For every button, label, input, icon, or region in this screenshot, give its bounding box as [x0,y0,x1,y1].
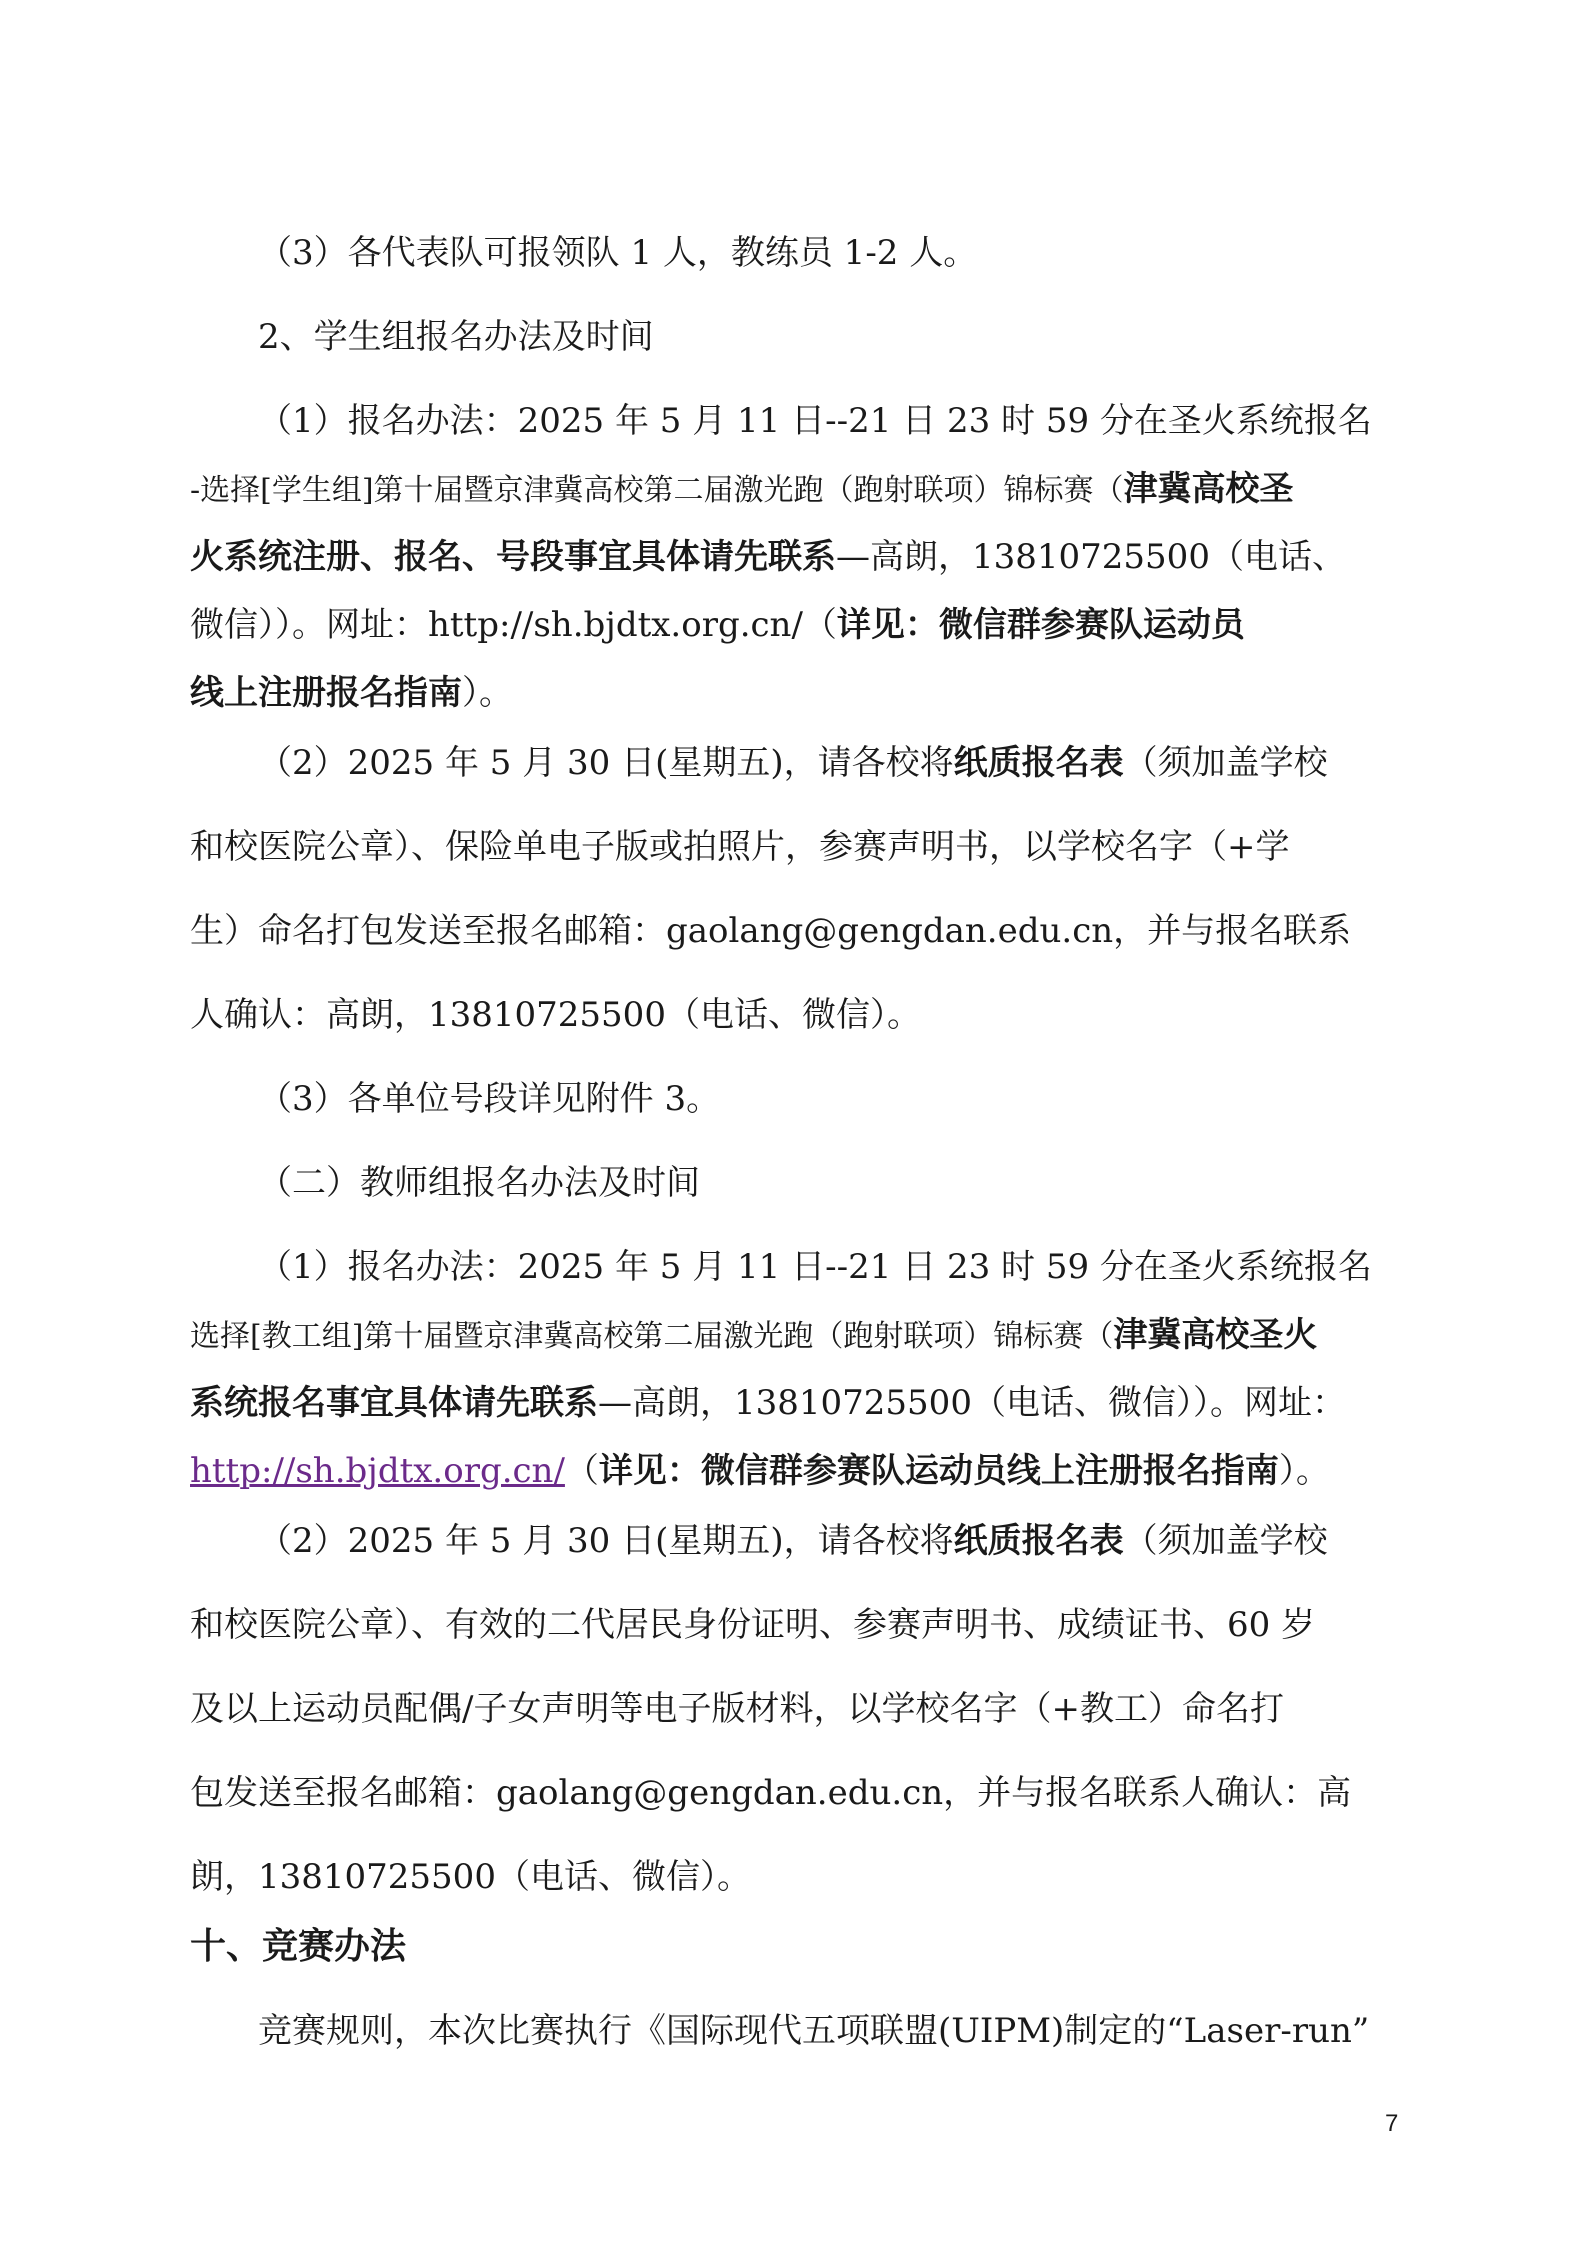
paragraph-line [190,1378,1400,1428]
text-span: 微信））。网址：http://sh.bjdtx.org.cn/（ [190,605,837,645]
paragraph-line: 包发送至报名邮箱：gaolang@gengdan.edu.cn，并与报名联系人确认：高 [190,1773,1352,1813]
paragraph-line: （3）各代表队可报领队 1 人，教练员 1-2 人。 [258,233,978,273]
paragraph-line: 竞赛规则，本次比赛执行《国际现代五项联盟(UIPM)制定的“Laser-run” [258,2011,1370,2051]
page-number: 7 [1385,2110,1399,2137]
text-span: ）。 [462,673,513,713]
bold-text: 详见：微信群参赛队运动员 [836,605,1245,645]
text-span: —高朗，13810725500（电话、微信））。网址： [598,1383,1346,1423]
text-span: ）。 [1278,1451,1330,1491]
paragraph-line: 和校医院公章）、有效的二代居民身份证明、参赛声明书、成绩证书、60 岁 [190,1605,1316,1645]
section-heading: 十、竞赛办法 [190,1926,407,1967]
text-span: （须加盖学校 [1123,1521,1328,1561]
paragraph-line [190,600,1400,650]
paragraph-line: （3）各单位号段详见附件 3。 [258,1079,721,1119]
paragraph-line [190,464,1400,516]
section-subheading: 2、学生组报名办法及时间 [258,317,654,357]
bold-text: 线上注册报名指南 [190,673,462,713]
text-span: （ [564,1451,599,1491]
bold-text: 火系统注册、报名、号段事宜具体请先联系 [190,537,836,577]
bold-text: 津冀高校圣 [1123,469,1294,509]
paragraph-line [190,532,1400,582]
paragraph-line: 及以上运动员配偶/子女声明等电子版材料，以学校名字（+教工）命名打 [190,1689,1284,1729]
bold-text: 系统报名事宜具体请先联系 [190,1383,598,1423]
bold-text: 详见：微信群参赛队运动员线上注册报名指南 [598,1451,1279,1491]
website-link[interactable]: http://sh.bjdtx.org.cn/ [190,1451,565,1491]
text-span: —高朗，13810725500（电话、 [836,537,1346,577]
paragraph-line: 人确认：高朗，13810725500（电话、微信）。 [190,995,921,1035]
paragraph-line: 生）命名打包发送至报名邮箱：gaolang@gengdan.edu.cn，并与报名联系 [190,911,1352,951]
paragraph-line [190,1310,1400,1362]
paragraph-line: （1）报名办法：2025 年 5 月 11 日--21 日 23 时 59 分在圣火系统报名 [258,1247,1372,1287]
text-span: （2）2025 年 5 月 30 日(星期五)，请各校将 [258,1521,954,1561]
paragraph-line [190,1446,1400,1496]
text-span: -选择[学生组]第十届暨京津冀高校第二届激光跑（跑射联项）锦标赛（ [190,473,1124,508]
bold-text: 纸质报名表 [953,1521,1124,1561]
text-span: （2）2025 年 5 月 30 日(星期五)，请各校将 [258,743,954,783]
paragraph-line [190,668,1400,718]
bold-text: 纸质报名表 [953,743,1124,783]
paragraph-line: 和校医院公章）、保险单电子版或拍照片，参赛声明书，以学校名字（+学 [190,827,1290,867]
paragraph-line [258,738,1468,788]
paragraph-line [258,1516,1468,1566]
paragraph-line: 朗，13810725500（电话、微信）。 [190,1857,751,1897]
text-span: （须加盖学校 [1123,743,1328,783]
paragraph-line: （1）报名办法：2025 年 5 月 11 日--21 日 23 时 59 分在圣火系统报名 [258,401,1372,441]
text-span: 选择[教工组]第十届暨京津冀高校第二届激光跑（跑射联项）锦标赛（ [190,1319,1114,1354]
section-subheading: （二）教师组报名办法及时间 [258,1163,700,1203]
bold-text: 津冀高校圣火 [1113,1315,1318,1355]
